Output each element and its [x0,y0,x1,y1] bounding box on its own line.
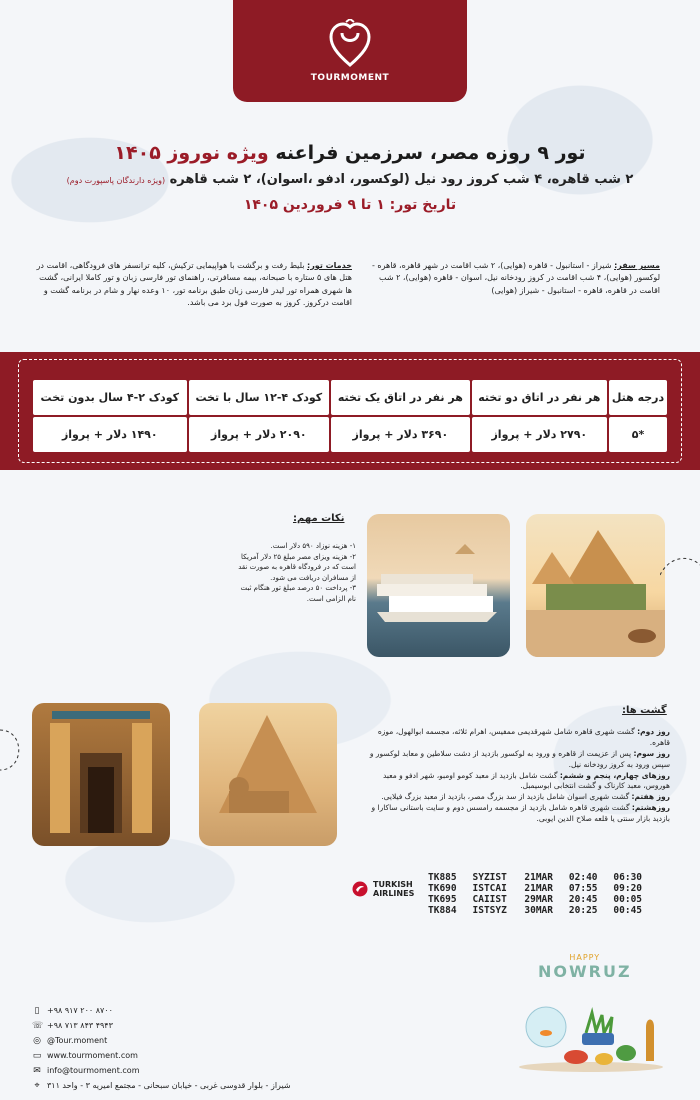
contact-row [32,1003,291,1018]
cell-hotel-grade: *۵ [609,417,667,452]
note-item: ۲- هزینه ویزای مصر مبلغ ۲۵ دلار آمریکا است که در فرودگاه قاهره به صورت نقد از مسافران دریافت می شود. [238,552,356,582]
title-block [0,142,700,213]
instagram-handle[interactable]: @Tour.moment [47,1036,108,1045]
tour-day-text: پس از عزیمت از قاهره و ورود به لوکسور بازدید از دشت سلاطین و معابد لوکسور و سپس ورود به کروز رودخانه نیل. [369,748,670,769]
tour-day-text: گشت شهری قاهره شامل شهرقدیمی ممفیس، اهرام ثلاثه، مجسمه ابوالهول، موزه قاهره. [377,727,670,747]
heart-logo-icon [328,19,372,69]
flight-date: 29MAR [524,894,553,905]
title-main: تور ۹ روزه مصر، سرزمین فراعنه [275,142,586,164]
subtitle-text: ۲ شب قاهره، ۴ شب کروز رود نیل (لوکسور، ادفو ،اسوان)، ۲ شب قاهره [169,172,634,187]
subtitle [0,172,700,187]
tours-list [360,727,670,825]
contact-row [32,1078,291,1093]
price-row [33,417,667,452]
dashed-curve-decoration [660,555,700,585]
tour-day-label: روزهای چهارم، پنجم و ششم: [559,770,670,780]
tour-day-item [360,771,670,793]
flight-number: TK885 [428,872,457,883]
phone-mobile[interactable]: +۹۸ ۹۱۷ ۲۰۰ ۸۷۰۰ [47,1006,113,1015]
tour-day-label: روز هفتم: [631,792,670,802]
haft-sin-illustration [516,1003,666,1073]
flight-arrive: 06:30 [613,872,643,883]
flight-route: CAIIST [472,894,507,905]
tour-day-label: روزهشتم: [631,803,670,813]
flight-route: SYZIST [472,872,507,883]
contact-info [32,1003,291,1093]
tour-day-label: روز دوم: [637,727,670,736]
temple-interior-photo [32,703,170,846]
contact-row [32,1018,291,1033]
flight-row [425,883,655,894]
email-icon: ✉ [33,1065,41,1076]
note-item: ۳- پرداخت ۵۰ درصد مبلغ تور هنگام ثبت نام الزامی است. [240,584,356,603]
airline-logo [352,880,414,898]
header-child-no-bed: کودک ۲-۴ سال بدون تخت [33,380,187,415]
price-table [31,378,669,454]
location-icon: ⌖ [34,1080,40,1091]
tours-title: گشت ها: [622,705,667,716]
flight-date: 21MAR [524,883,553,894]
nile-cruise-photo [367,514,510,657]
header-child-with-bed: کودک ۴-۱۲ سال با تخت [189,380,330,415]
cell-double-price: ۲۷۹۰ دلار + پرواز [472,417,607,452]
flight-number: TK690 [428,883,457,894]
tour-day-item [360,803,670,825]
sphinx-pyramid-photo [199,703,337,846]
services-info [30,260,352,310]
services-label: خدمات تور: [307,261,352,270]
flight-depart: 20:25 [568,905,598,916]
pyramids-camel-photo [526,514,665,657]
flight-number: TK695 [428,894,457,905]
cell-single-price: ۳۶۹۰ دلار + پرواز [331,417,470,452]
flight-depart: 02:40 [568,872,598,883]
flight-date: 21MAR [524,872,553,883]
tour-day-label: روز سوم: [633,748,670,758]
tour-day-text: گشت شهری قاهره شامل بازدید از مجسمه رامسس دوم و سایت باستانی ساکارا و بازدید بازار سنتی یا قلعه صلاح الدین ایوبی. [371,803,670,823]
web-icon: ▭ [32,1050,42,1061]
nowruz-greeting [538,953,632,981]
dashed-curve-decoration [0,725,30,775]
airline-name-line2: AIRLINES [373,889,415,898]
route-label: مسیر سفر: [614,261,660,270]
website-link[interactable]: www.tourmoment.com [47,1051,138,1060]
title-accent: ویژه نوروز ۱۴۰۵ [114,142,269,164]
flight-arrive: 09:20 [613,883,643,894]
flight-row [425,872,655,883]
route-text: شیراز - استانبول - قاهره (هوایی)، ۲ شب اقامت در شهر قاهره، قاهره - لوکسور (هوایی)، ۴ شب اقامت در کروز رودخانه نیل، اسوان - قاهره (هوایی)، ۲ شب اقامت در قاهره، قاهره - استانبول - شیراز (هوایی) [371,261,660,295]
flight-depart: 07:55 [568,883,598,894]
contact-row [32,1048,291,1063]
email-link[interactable]: info@tourmoment.com [47,1066,140,1075]
flight-arrive: 00:45 [613,905,643,916]
phone-icon: ☏ [32,1020,44,1031]
route-info [362,260,660,297]
tour-date: تاریخ تور: ۱ تا ۹ فروردین ۱۴۰۵ [243,197,457,213]
services-text: بلیط رفت و برگشت با هواپیمایی ترکیش، کلیه ترانسفر های فرودگاهی، اقامت در هتل های ۵ ستاره با صبحانه، بیمه مسافرتی، راهنمای تور فارسی زبان و تور کاملا ایرانی، گشت ها شهری همراه تور لیدر فارسی زبان طبق برنامه تور، ۱۰ وعده نهار و شام در برنامه گشت و اقامت درکروز. کروز به صورت فول برد می باشد. [36,261,352,308]
happy-text: HAPPY [569,953,601,962]
cell-child-nobed-price: ۱۴۹۰ دلار + پرواز [33,417,187,452]
flight-number: TK884 [428,905,457,916]
turkish-airlines-icon [352,881,368,897]
flight-arrive: 00:05 [613,894,643,905]
tour-day-text: گشت شامل بازدید از معبد کومو اومبو، شهر ادفو و معبد هوروس، معبد کارناک و گشت انتخابی ابوسیمبل. [382,770,670,791]
flight-date: 30MAR [524,905,553,916]
tour-day-item [360,792,670,803]
instagram-icon: ◎ [33,1035,41,1046]
nowruz-text: NOWRUZ [538,962,632,981]
mobile-icon: ▯ [34,1005,40,1016]
flight-route: ISTSYZ [472,905,507,916]
phone-landline[interactable]: +۹۸ ۷۱۳ ۸۴۳ ۴۹۴۳ [47,1021,113,1030]
flight-row [425,894,655,905]
tour-day-item [360,749,670,771]
contact-row [32,1033,291,1048]
contact-row [32,1063,291,1078]
header-single-room: هر نفر در اتاق یک تخته [331,380,470,415]
note-item: ۱- هزینه نوزاد ۵۹۰ دلار است. [270,542,356,550]
header-hotel-grade: درجه هتل [609,380,667,415]
flight-row [425,905,655,916]
flights-table [425,872,655,916]
brand-header [233,0,467,102]
notes-title: نکات مهم: [293,513,345,524]
price-header-row [33,380,667,415]
header-double-room: هر نفر در اتاق دو تخته [472,380,607,415]
flight-route: ISTCAI [472,883,507,894]
airline-name-line1: TURKISH [373,880,413,889]
tour-day-item [360,727,670,749]
flight-depart: 20:45 [568,894,598,905]
notes-list [232,541,356,604]
page-title [0,142,700,164]
tour-day-text: گشت شهری اسوان شامل بازدید از سد بزرگ مصر، بازدید از معبد بزرگ فیلایی. [381,792,630,802]
subtitle-note: (ویژه دارندگان پاسپورت دوم) [66,176,166,185]
brand-name: TOURMOMENT [310,73,390,83]
address-text: شیراز - بلوار قدوسی غربی - خیابان سبحانی - مجتمع امیریه ۳ - واحد ۳۱۱ [47,1081,291,1090]
cell-child-bed-price: ۲۰۹۰ دلار + پرواز [189,417,330,452]
